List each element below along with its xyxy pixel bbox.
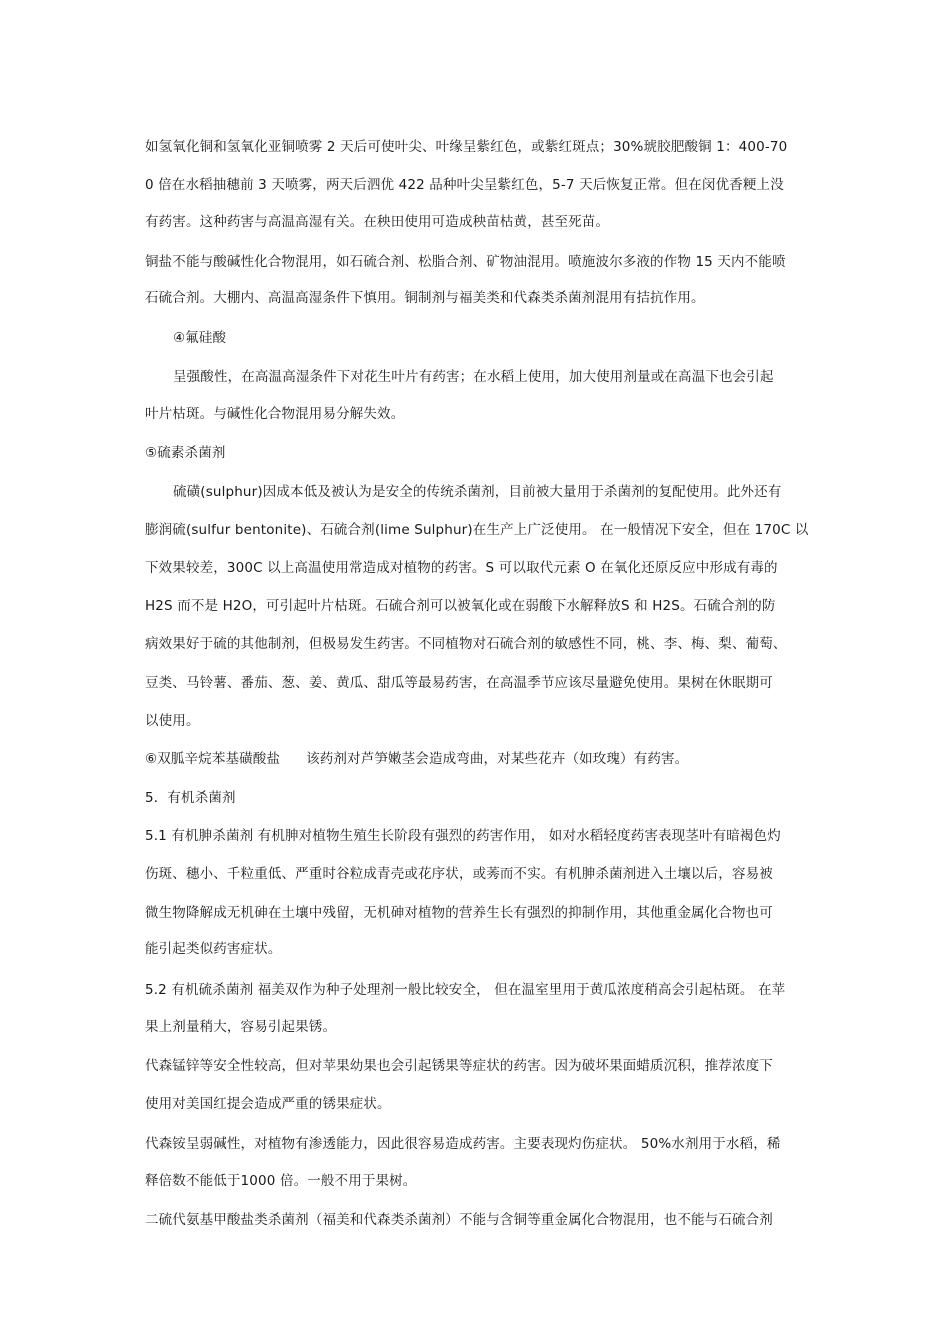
paragraph-line: 以使用。 xyxy=(145,713,200,729)
section-heading: 5．有机杀菌剂 xyxy=(145,790,236,806)
paragraph-line: 0 倍在水稻抽穗前 3 天喷雾，两天后泗优 422 品种叶尖呈紫红色，5-7 天后恢复正常。但在闵优香粳上没 xyxy=(145,177,784,193)
paragraph-line: 豆类、马铃薯、番茄、葱、姜、黄瓜、甜瓜等最易药害，在高温季节应该尽量避免使用。果树在休眠期可 xyxy=(145,675,773,691)
paragraph-line: 5.2 有机硫杀菌剂 福美双作为种子处理剂一般比较安全， 但在温室里用于黄瓜浓度稍高会引起枯斑。 在苹 xyxy=(145,982,786,998)
paragraph-line: 铜盐不能与酸碱性化合物混用，如石硫合剂、松脂合剂、矿物油混用。喷施波尔多液的作物 15 天内不能喷 xyxy=(145,254,786,270)
paragraph-line: 硫磺(sulphur)因成本低及被认为是安全的传统杀菌剂，目前被大量用于杀菌剂的复配使用。此外还有 xyxy=(173,484,782,500)
paragraph-line: 叶片枯斑。与碱性化合物混用易分解失效。 xyxy=(145,406,405,422)
paragraph-line: 如氢氧化铜和氢氧化亚铜喷雾 2 天后可使叶尖、叶缘呈紫红色，或紫红斑点；30%琥胶肥酸铜 1：400-70 xyxy=(145,139,788,155)
paragraph-line: H2S 而不是 H2O，可引起叶片枯斑。石硫合剂可以被氧化或在弱酸下水解释放S 和 H2S。石硫合剂的防 xyxy=(145,598,776,614)
section-heading: ⑥双胍辛烷苯基磺酸盐 xyxy=(145,751,281,767)
paragraph-line: 石硫合剂。大棚内、高温高湿条件下慎用。铜制剂与福美类和代森类杀菌剂混用有拮抗作用。 xyxy=(145,290,705,306)
paragraph-line: 伤斑、穗小、千粒重低、严重时谷粒成青壳或花序状，或莠而不实。有机胂杀菌剂进入土壤以后，容易被 xyxy=(145,866,773,882)
paragraph-line: 代森铵呈弱碱性，对植物有渗透能力，因此很容易造成药害。主要表现灼伤症状。 50%水剂用于水稻，稀 xyxy=(145,1136,781,1152)
paragraph-line: 膨润硫(sulfur bentonite)、石硫合剂(lime Sulphur)在生产上广泛使用。 在一般情况下安全，但在 170C 以 xyxy=(145,522,809,538)
paragraph-line: 下效果较差，300C 以上高温使用常造成对植物的药害。S 可以取代元素 O 在氧化还原反应中形成有毒的 xyxy=(145,560,778,576)
section-heading: ⑤硫素杀菌剂 xyxy=(145,445,226,461)
paragraph-line: 5.1 有机胂杀菌剂 有机胂对植物生殖生长阶段有强烈的药害作用， 如对水稻轻度药害表现茎叶有暗褐色灼 xyxy=(145,828,781,844)
paragraph-line: 病效果好于硫的其他制剂，但极易发生药害。不同植物对石硫合剂的敏感性不同，桃、李、梅、梨、葡萄、 xyxy=(145,636,787,652)
paragraph-line: 能引起类似药害症状。 xyxy=(145,941,282,957)
paragraph-line: 二硫代氨基甲酸盐类杀菌剂（福美和代森类杀菌剂）不能与含铜等重金属化合物混用，也不能与石硫合剂 xyxy=(145,1212,773,1228)
paragraph-line: 微生物降解成无机砷在土壤中残留，无机砷对植物的营养生长有强烈的抑制作用，其他重金属化合物也可 xyxy=(145,905,773,921)
paragraph-line: 有药害。这种药害与高温高湿有关。在秧田使用可造成秧苗枯黄，甚至死苗。 xyxy=(145,214,610,230)
section-heading-line xyxy=(145,750,688,768)
section-heading: ④氟硅酸 xyxy=(173,330,227,346)
paragraph-line: 释倍数不能低于1000 倍。一般不用于果树。 xyxy=(145,1173,417,1189)
paragraph-text: 该药剂对芦笋嫩茎会造成弯曲，对某些花卉（如玫瑰）有药害。 xyxy=(306,751,689,767)
paragraph-line: 呈强酸性，在高温高湿条件下对花生叶片有药害；在水稻上使用，加大使用剂量或在高温下也会引起 xyxy=(173,369,774,385)
paragraph-line: 代森锰锌等安全性较高，但对苹果幼果也会引起锈果等症状的药害。因为破坏果面蜡质沉积，推荐浓度下 xyxy=(145,1058,773,1074)
paragraph-line: 果上剂量稍大，容易引起果锈。 xyxy=(145,1019,337,1035)
paragraph-line: 使用对美国红提会造成严重的锈果症状。 xyxy=(145,1096,391,1112)
